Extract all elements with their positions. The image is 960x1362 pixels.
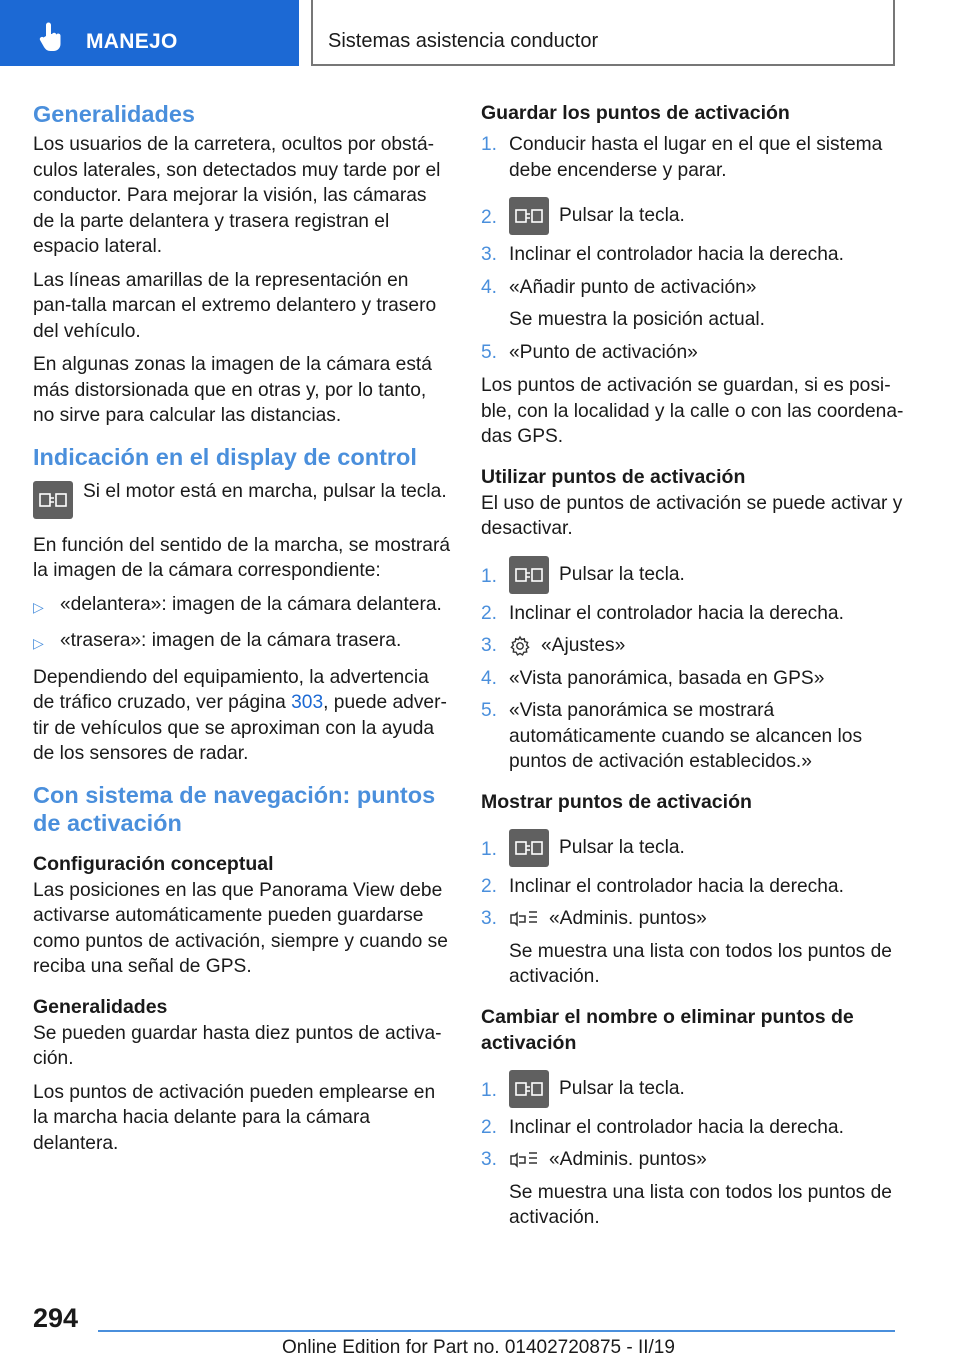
footer-rule	[98, 1330, 895, 1332]
camera-button-icon	[509, 556, 549, 594]
paragraph: Los puntos de activación pueden emplearse en la marcha hacia delante para la cámara delantera.	[33, 1081, 436, 1154]
gear-icon	[509, 635, 531, 657]
key-instruction: Si el motor está en marcha, pulsar la tecla.	[83, 480, 447, 502]
right-column	[481, 100, 911, 1239]
section-title: MANEJO	[86, 30, 178, 53]
edition-text: Online Edition for Part no. 01402720875 - II/19	[282, 1337, 675, 1358]
step: 5. «Punto de activación»	[481, 341, 698, 363]
list-item: ▷ «trasera»: imagen de la cámara trasera.	[33, 628, 451, 657]
camera-button-icon	[33, 481, 73, 519]
step: 3. «Ajustes»	[481, 635, 626, 656]
paragraph: Se pueden guardar hasta diez puntos de activa-ción.	[33, 1022, 442, 1069]
heading-generalidades-2: Generalidades	[33, 995, 168, 1018]
chapter-title: Sistemas asistencia conductor	[328, 30, 599, 52]
step: 4. «Vista panorámica, basada en GPS»	[481, 667, 825, 689]
step: 2. Inclinar el controlador hacia la derecha.	[481, 1116, 844, 1138]
steps-cambiar	[481, 1070, 911, 1231]
camera-list-icon	[509, 1150, 539, 1170]
triangle-bullet-icon: ▷	[33, 635, 44, 651]
paragraph: Los usuarios de la carretera, ocultos por obstá-culos laterales, son detectados muy tarde por el conductor. Para mejorar la visión, las cámaras de la parte delantera y trasera registran el espacio lateral.	[33, 134, 441, 257]
camera-button-icon	[509, 1070, 549, 1108]
triangle-bullet-icon: ▷	[33, 598, 44, 615]
heading-guardar: Guardar los puntos de activación	[481, 102, 790, 124]
heading-navegacion: Con sistema de navegación: puntos de activación	[33, 781, 436, 836]
heading-indicacion: Indicación en el display de control	[33, 443, 417, 470]
camera-key-row	[33, 479, 451, 519]
camera-button-icon	[509, 197, 549, 235]
step: 1. Pulsar la tecla.	[481, 1070, 911, 1108]
step: 3. «Adminis. puntos» Se muestra una lista con todos los puntos de activación.	[481, 1149, 892, 1228]
step: 2. Pulsar la tecla.	[481, 197, 911, 235]
paragraph: Las posiciones en las que Panorama View debe activarse automáticamente pueden guardarse como puntos de activación, siempre y cuando se reciba una señal de GPS.	[33, 879, 448, 977]
heading-generalidades: Generalidades	[33, 101, 195, 127]
step: 5. «Vista panorámica se mostrará automáticamente cuando se alcancen los puntos de activación establecidos.»	[481, 700, 863, 772]
list-item: ▷ «delantera»: imagen de la cámara delantera.	[33, 592, 451, 621]
paragraph: Los puntos de activación se guardan, si es posi-ble, con la localidad y la calle o con las coordena-das GPS.	[481, 375, 904, 447]
paragraph: Las líneas amarillas de la representación en pan-talla marcan el extremo delantero y trasero del vehículo.	[33, 269, 437, 342]
heading-mostrar: Mostrar puntos de activación	[481, 790, 752, 813]
section-tab	[0, 0, 299, 66]
steps-guardar	[481, 132, 911, 365]
step: 3. «Adminis. puntos» Se muestra una lista con todos los puntos de activación.	[481, 908, 892, 987]
heading-cambiar: Cambiar el nombre o eliminar puntos de activación	[481, 1005, 854, 1054]
paragraph: En algunas zonas la imagen de la cámara está más distorsionada que en otras y, por lo tanto, no sirve para calcular las distancias.	[33, 354, 432, 426]
paragraph: El uso de puntos de activación se puede activar y desactivar.	[481, 492, 903, 539]
paragraph: Dependiendo del equipamiento, la advertencia de tráfico cruzado, ver página 303, puede adver-tir de vehículos que se aproximan con la ayuda de los sensores de radar.	[33, 666, 447, 764]
step: 2. Inclinar el controlador hacia la derecha.	[481, 602, 844, 624]
step: 2. Inclinar el controlador hacia la derecha.	[481, 875, 844, 897]
page-number: 294	[33, 1303, 79, 1333]
step: 1. Pulsar la tecla.	[481, 829, 911, 867]
steps-mostrar	[481, 829, 911, 990]
left-column	[33, 100, 451, 1164]
hand-pointer-icon	[38, 22, 64, 52]
paragraph: En función del sentido de la marcha, se mostrará la imagen de la cámara correspondiente:	[33, 534, 451, 581]
step: 3. Inclinar el controlador hacia la derecha.	[481, 244, 844, 265]
steps-utilizar	[481, 556, 911, 775]
step: 4. «Añadir punto de activación» Se muestra la posición actual.	[481, 276, 765, 330]
heading-utilizar: Utilizar puntos de activación	[481, 465, 746, 488]
step: 1. Conducir hasta el lugar en el que el sistema debe encenderse y parar.	[481, 134, 883, 181]
chapter-tab	[311, 0, 895, 66]
heading-config: Configuración conceptual	[33, 852, 274, 875]
camera-list-icon	[509, 909, 539, 929]
page-link[interactable]: 303	[291, 692, 324, 713]
step: 1. Pulsar la tecla.	[481, 556, 911, 594]
camera-button-icon	[509, 829, 549, 867]
